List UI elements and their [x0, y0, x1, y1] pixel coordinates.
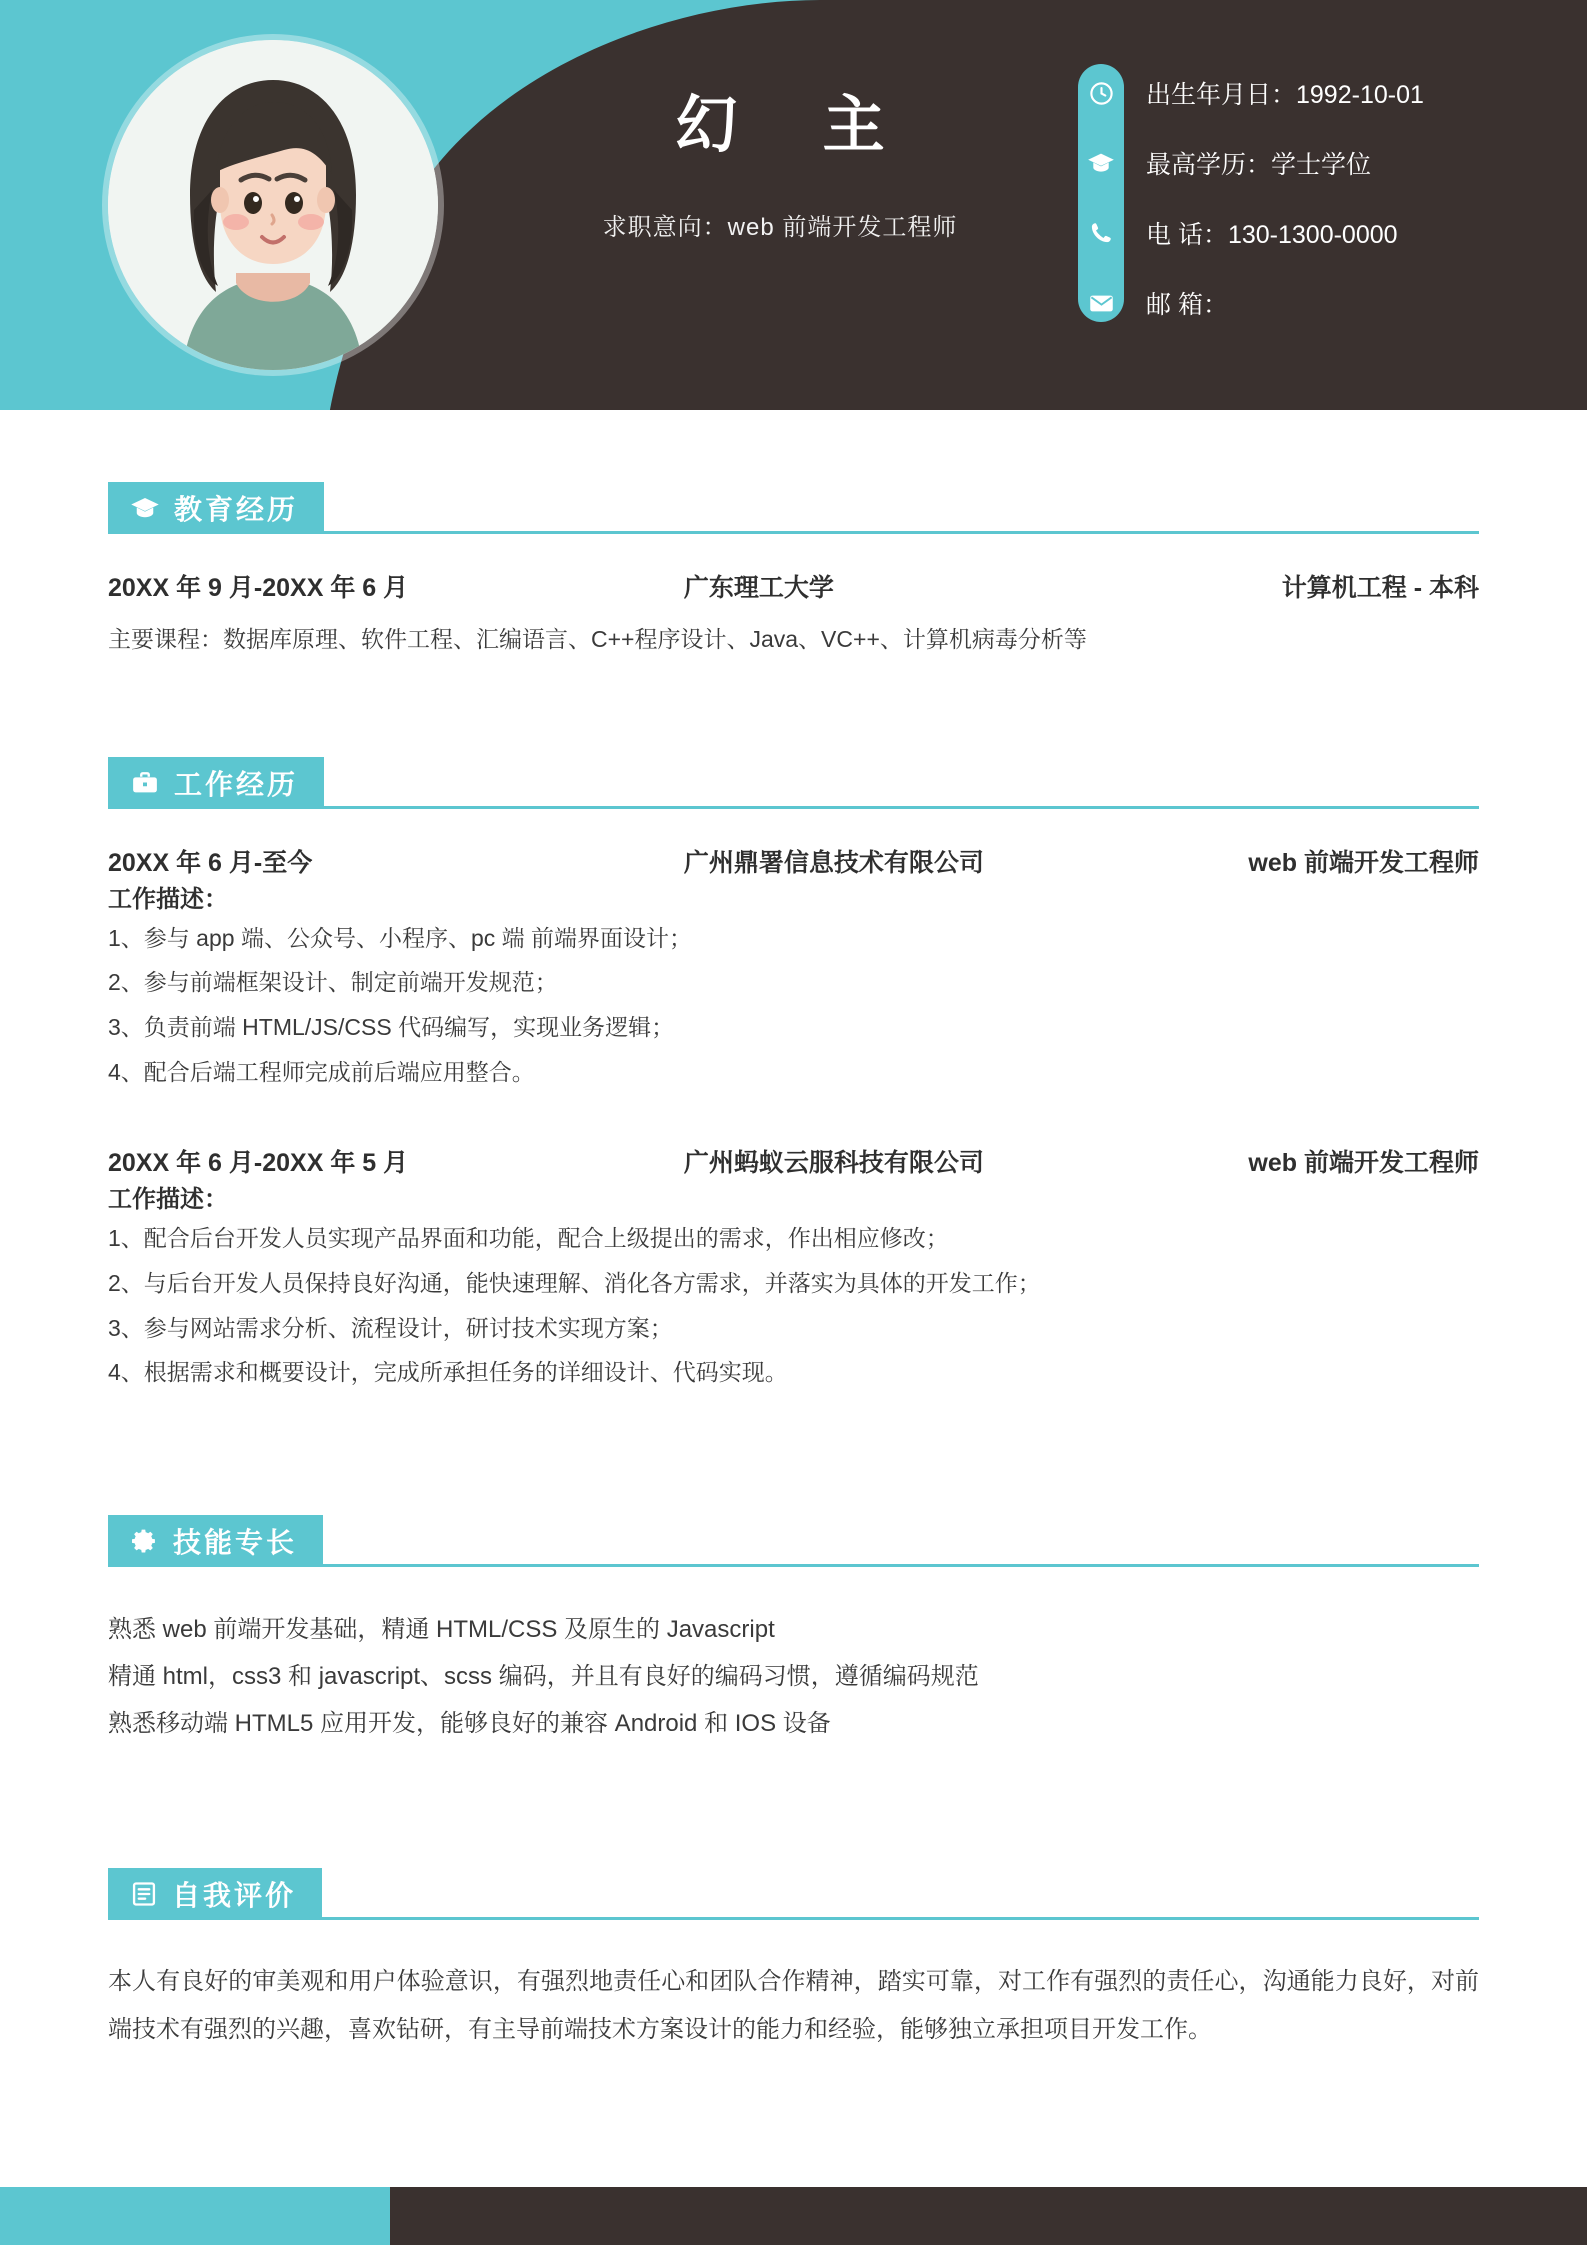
phone-icon [1078, 210, 1124, 256]
section-self-evaluation [108, 1868, 1479, 2054]
section-skills [108, 1515, 1479, 1747]
education-entry-header [108, 568, 1479, 604]
self-evaluation-body [108, 1958, 1479, 2054]
self-evaluation-text: 本人有良好的审美观和用户体验意识，有强烈地责任心和团队合作精神，踏实可靠，对工作有强烈的责任心，沟通能力良好，对前端技术有强烈的兴趣，喜欢钻研，有主导前端技术方案设计的能力和经验，能够独立承担项目开发工作。 [108, 1967, 1479, 2043]
work-date: 20XX 年 6 月-20XX 年 5 月 [108, 1148, 409, 1177]
section-divider [323, 1564, 1479, 1567]
work-role: web 前端开发工程师 [1248, 848, 1479, 877]
graduation-cap-icon [130, 493, 160, 523]
work-role: web 前端开发工程师 [1248, 1148, 1479, 1177]
work-bullets [108, 916, 1479, 1095]
avatar [108, 40, 438, 370]
work-bullets [108, 1216, 1479, 1395]
section-education-title: 教育经历 [174, 494, 299, 525]
contact-item-email [1078, 268, 1548, 338]
section-self-evaluation-header [108, 1868, 1479, 1920]
briefcase-icon [130, 768, 160, 798]
list-item: 1、配合后台开发人员实现产品界面和功能，配合上级提出的需求，作出相应修改； [108, 1224, 949, 1251]
contact-email-text: 邮 箱： [1146, 291, 1228, 319]
job-objective: 求职意向：web 前端开发工程师 [602, 214, 958, 241]
contact-list [1078, 58, 1548, 338]
list-item: 3、负责前端 HTML/JS/CSS 代码编写，实现业务逻辑； [108, 1014, 675, 1041]
avatar-illustration [108, 40, 438, 370]
section-work-header [108, 757, 1479, 809]
work-company: 广州鼎署信息技术有限公司 [683, 848, 984, 877]
work-entry [108, 843, 1479, 1095]
list-item: 4、配合后端工程师完成前后端应用整合。 [108, 1059, 535, 1086]
contact-phone-text: 电 话：130-1300-0000 [1146, 221, 1398, 249]
list-item: 4、根据需求和概要设计，完成所承担任务的详细设计、代码实现。 [108, 1359, 788, 1386]
education-school: 广东理工大学 [683, 574, 834, 602]
work-entry-header [108, 843, 1479, 879]
education-major: 计算机工程 - 本科 [1281, 574, 1479, 602]
section-divider [324, 806, 1479, 809]
clock-icon [1078, 70, 1124, 116]
section-work [108, 757, 1479, 1396]
work-desc-label: 工作描述： [108, 1185, 228, 1213]
section-skills-tab [108, 1515, 323, 1567]
list-item: 2、参与前端框架设计、制定前端开发规范； [108, 969, 558, 996]
section-divider [322, 1917, 1479, 1920]
list-item: 2、与后台开发人员保持良好沟通，能快速理解、消化各方需求，并落实为具体的开发工作； [108, 1269, 1041, 1296]
contact-item-phone [1078, 198, 1548, 268]
contact-education-text: 最高学历：学士学位 [1146, 151, 1372, 179]
section-self-evaluation-title: 自我评价 [172, 1879, 297, 1911]
contact-item-education [1078, 128, 1548, 198]
list-item: 熟悉移动端 HTML5 应用开发，能够良好的兼容 Android 和 IOS 设备 [108, 1709, 831, 1737]
list-item: 精通 html，css3 和 javascript、scss 编码，并且有良好的编码习惯，遵循编码规范 [108, 1663, 979, 1691]
section-self-evaluation-tab [108, 1868, 322, 1920]
work-desc-label: 工作描述： [108, 885, 228, 913]
footer-dark-bar [390, 2187, 1587, 2245]
note-icon [130, 1880, 158, 1908]
resume-footer [0, 2187, 1587, 2245]
candidate-name: 幻 主 [675, 91, 919, 160]
gear-icon [130, 1527, 159, 1556]
work-date: 20XX 年 6 月-至今 [108, 848, 313, 877]
resume-body [0, 410, 1587, 2054]
section-education-header [108, 482, 1479, 534]
footer-accent-bar [0, 2187, 390, 2245]
section-work-title: 工作经历 [174, 768, 299, 800]
list-item: 熟悉 web 前端开发基础，精通 HTML/CSS 及原生的 Javascript [108, 1616, 775, 1644]
section-divider [324, 531, 1479, 534]
section-education [108, 482, 1479, 661]
graduation-cap-icon [1078, 140, 1124, 186]
resume-header [0, 0, 1587, 410]
skills-list [108, 1607, 1479, 1747]
list-item: 3、参与网站需求分析、流程设计，研讨技术实现方案； [108, 1314, 673, 1341]
work-entry [108, 1143, 1479, 1395]
work-company: 广州蚂蚁云服科技有限公司 [683, 1148, 984, 1177]
work-entry-header [108, 1143, 1479, 1179]
list-item: 1、参与 app 端、公众号、小程序、pc 端 前端界面设计； [108, 924, 693, 951]
education-entry [108, 568, 1479, 661]
contact-birthday-text: 出生年月日：1992-10-01 [1146, 81, 1424, 109]
name-block [470, 91, 1090, 242]
section-skills-header [108, 1515, 1479, 1567]
mail-icon [1078, 280, 1124, 326]
education-courses: 主要课程：数据库原理、软件工程、汇编语言、C++程序设计、Java、VC++、计算机病毒分析等 [108, 626, 1087, 652]
section-education-tab [108, 482, 324, 534]
section-skills-title: 技能专长 [173, 1527, 298, 1559]
education-date: 20XX 年 9 月-20XX 年 6 月 [108, 574, 409, 602]
contact-item-birthday [1078, 58, 1548, 128]
section-work-tab [108, 757, 324, 809]
